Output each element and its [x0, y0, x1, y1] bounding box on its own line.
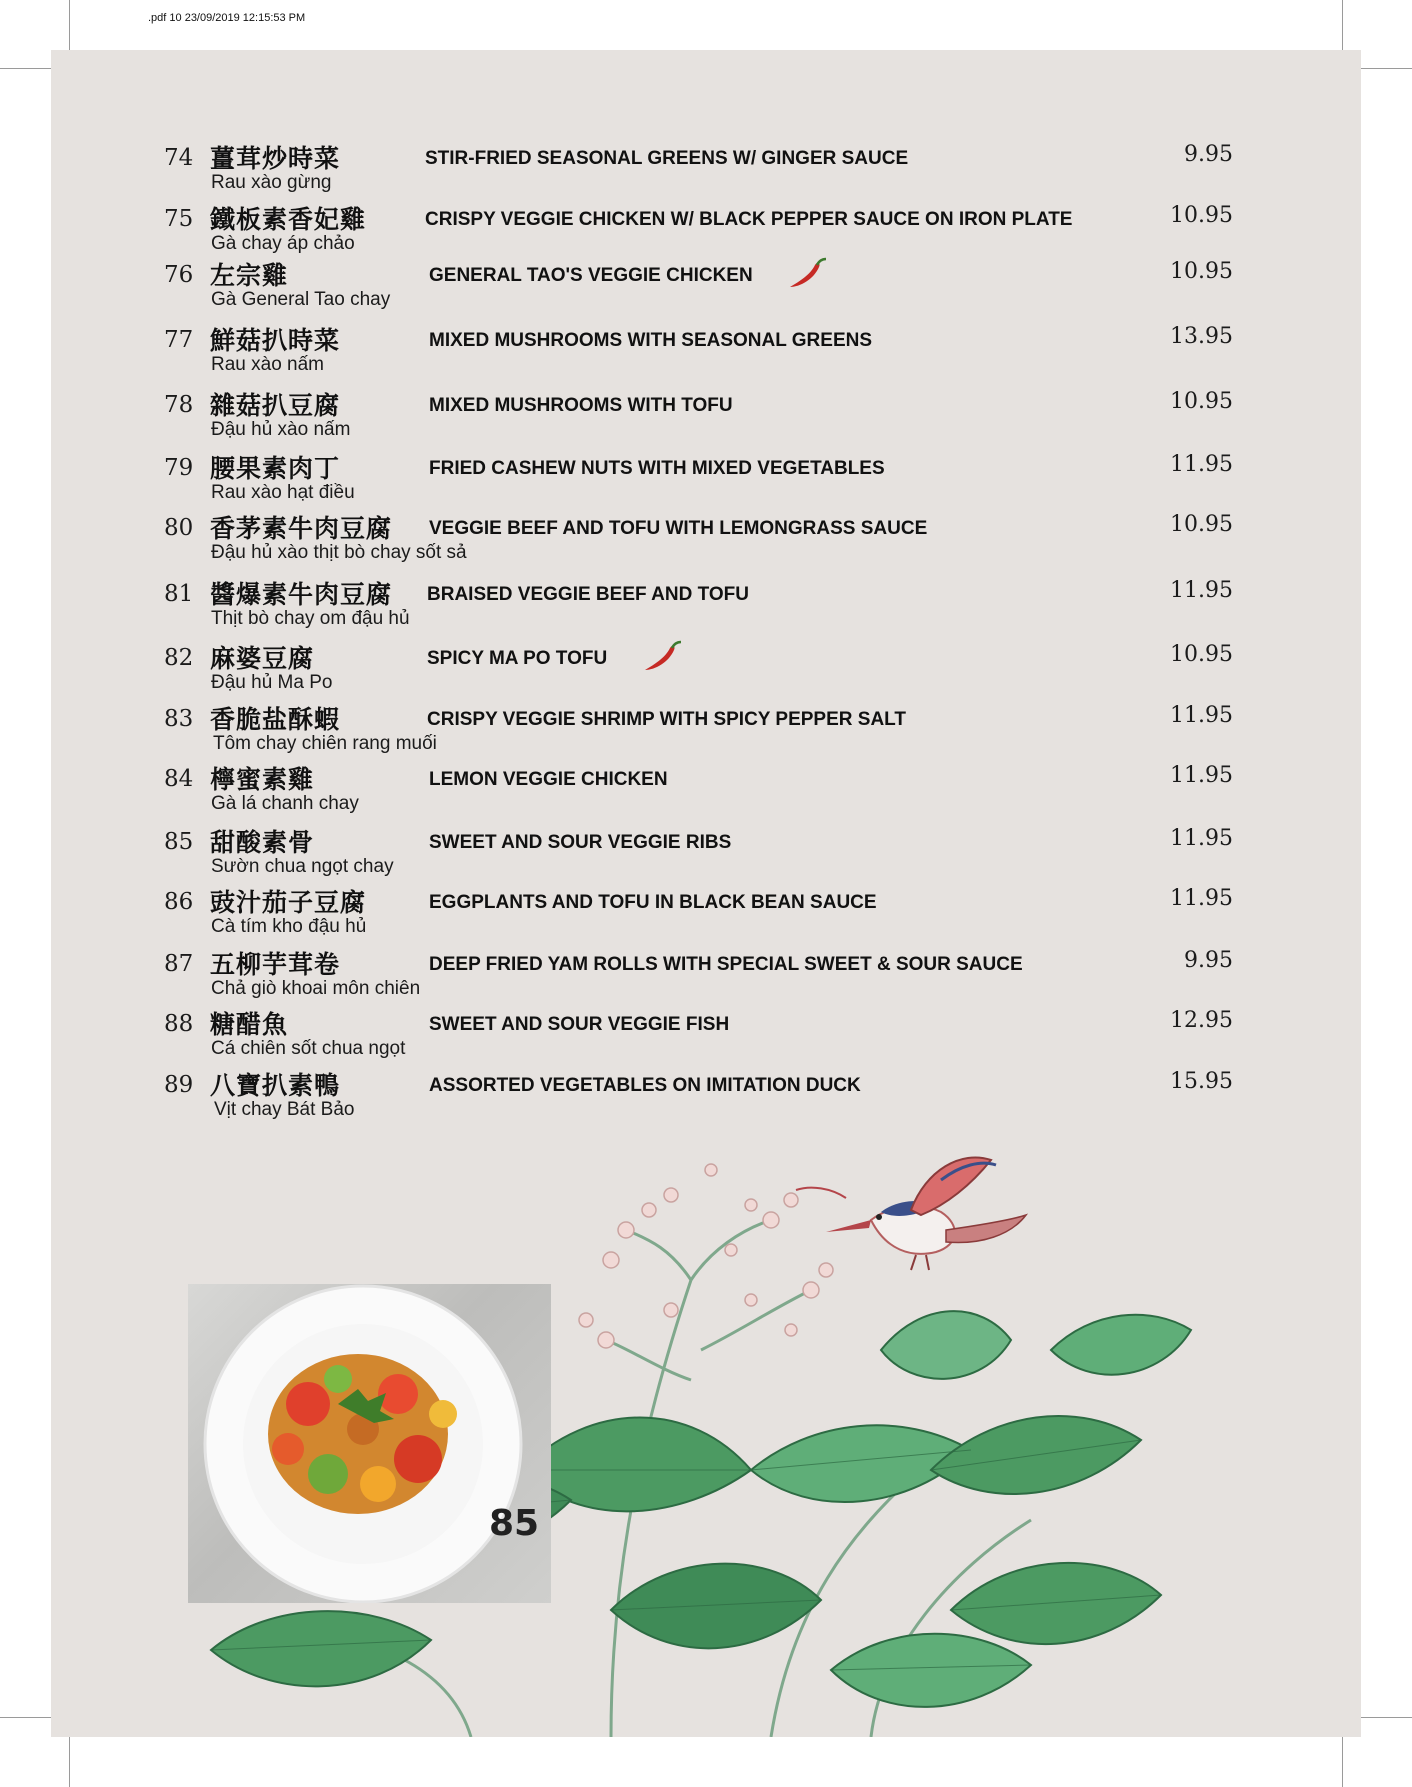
- item-name-english: SPICY MA PO TOFU: [427, 648, 608, 669]
- item-name-vietnamese: Cà tím kho đậu hủ: [211, 916, 367, 937]
- item-name-vietnamese: Gà chay áp chảo: [211, 233, 355, 254]
- item-price: 12.95: [1170, 1008, 1233, 1033]
- item-name-chinese: 鐵板素香妃雞: [210, 205, 367, 234]
- crop-mark: [1342, 0, 1343, 52]
- item-price: 10.95: [1170, 203, 1233, 228]
- item-price: 13.95: [1170, 324, 1233, 349]
- item-price: 10.95: [1170, 259, 1233, 284]
- item-name-vietnamese: Chả giò khoai môn chiên: [211, 978, 421, 999]
- item-name-vietnamese: Thịt bò chay om đậu hủ: [211, 608, 410, 629]
- item-name-vietnamese: Tôm chay chiên rang muối: [213, 733, 437, 754]
- item-number: 77: [164, 327, 194, 353]
- item-name-english: GENERAL TAO'S VEGGIE CHICKEN: [429, 265, 753, 286]
- menu-item: [51, 883, 1361, 953]
- item-number: 82: [164, 645, 194, 671]
- menu-item: [51, 139, 1361, 209]
- item-name-english: CRISPY VEGGIE CHICKEN W/ BLACK PEPPER SAUCE ON IRON PLATE: [425, 209, 1073, 230]
- item-price: 10.95: [1170, 642, 1233, 667]
- item-name-vietnamese: Gà lá chanh chay: [211, 793, 359, 814]
- item-name-vietnamese: Sườn chua ngọt chay: [211, 856, 394, 877]
- item-price: 11.95: [1170, 826, 1233, 851]
- item-name-vietnamese: Cá chiên sốt chua ngọt: [211, 1038, 406, 1059]
- item-number: 85: [164, 829, 194, 855]
- item-price: 15.95: [1170, 1069, 1233, 1094]
- crop-mark: [0, 68, 52, 69]
- item-name-english: FRIED CASHEW NUTS WITH MIXED VEGETABLES: [429, 458, 885, 479]
- dish-photo: [188, 1284, 551, 1603]
- item-name-english: STIR-FRIED SEASONAL GREENS W/ GINGER SAUCE: [425, 148, 909, 169]
- item-price: 11.95: [1170, 886, 1233, 911]
- item-price: 9.95: [1184, 142, 1233, 167]
- print-header: .pdf 10 23/09/2019 12:15:53 PM: [148, 12, 306, 24]
- crop-mark: [1360, 1717, 1412, 1718]
- item-price: 11.95: [1170, 452, 1233, 477]
- item-name-chinese: 甜酸素骨: [210, 828, 315, 857]
- item-name-vietnamese: Đậu hủ xào nấm: [211, 419, 351, 440]
- item-name-chinese: 香茅素牛肉豆腐: [210, 514, 393, 543]
- item-name-chinese: 糖醋魚: [210, 1010, 289, 1039]
- item-number: 80: [164, 515, 194, 541]
- item-name-chinese: 醬爆素牛肉豆腐: [210, 580, 393, 609]
- item-number: 76: [164, 262, 194, 288]
- item-number: 81: [164, 581, 194, 607]
- dish-image: [188, 1284, 551, 1603]
- item-number: 88: [164, 1011, 194, 1037]
- item-name-vietnamese: Đậu hủ Ma Po: [211, 672, 333, 693]
- item-price: 10.95: [1170, 389, 1233, 414]
- item-name-english: LEMON VEGGIE CHICKEN: [429, 769, 668, 790]
- item-name-english: ASSORTED VEGETABLES ON IMITATION DUCK: [429, 1075, 861, 1096]
- item-name-chinese: 檸蜜素雞: [210, 765, 315, 794]
- item-number: 78: [164, 392, 194, 418]
- item-name-chinese: 雜菇扒豆腐: [210, 391, 341, 420]
- item-price: 9.95: [1184, 948, 1233, 973]
- crop-mark: [69, 1735, 70, 1787]
- item-name-chinese: 八寶扒素鴨: [210, 1071, 341, 1100]
- item-name-vietnamese: Rau xào nấm: [211, 354, 325, 375]
- item-name-english: SWEET AND SOUR VEGGIE FISH: [429, 1014, 730, 1035]
- item-name-english: MIXED MUSHROOMS WITH SEASONAL GREENS: [429, 330, 873, 351]
- menu-item: [51, 639, 1361, 709]
- item-number: 84: [164, 766, 194, 792]
- item-name-chinese: 豉汁茄子豆腐: [210, 888, 367, 917]
- item-name-english: CRISPY VEGGIE SHRIMP WITH SPICY PEPPER SALT: [427, 709, 906, 730]
- item-name-chinese: 麻婆豆腐: [210, 644, 315, 673]
- item-number: 87: [164, 951, 194, 977]
- menu-item: [51, 386, 1361, 456]
- menu-item: [51, 509, 1361, 579]
- item-name-english: SWEET AND SOUR VEGGIE RIBS: [429, 832, 732, 853]
- item-name-vietnamese: Vịt chay Bát Bảo: [214, 1099, 355, 1120]
- crop-mark: [0, 1717, 52, 1718]
- item-name-chinese: 薑茸炒時菜: [210, 144, 341, 173]
- item-name-english: MIXED MUSHROOMS WITH TOFU: [429, 395, 733, 416]
- item-price: 11.95: [1170, 578, 1233, 603]
- item-name-vietnamese: Rau xào gừng: [211, 172, 332, 193]
- item-name-english: DEEP FRIED YAM ROLLS WITH SPECIAL SWEET & SOUR SAUCE: [429, 954, 1023, 975]
- item-number: 89: [164, 1072, 194, 1098]
- item-name-vietnamese: Rau xào hạt điều: [211, 482, 355, 503]
- item-number: 86: [164, 889, 194, 915]
- menu-item: [51, 575, 1361, 645]
- item-price: 11.95: [1170, 703, 1233, 728]
- item-price: 10.95: [1170, 512, 1233, 537]
- item-name-english: EGGPLANTS AND TOFU IN BLACK BEAN SAUCE: [429, 892, 877, 913]
- menu-item: [51, 256, 1361, 326]
- crop-mark: [69, 0, 70, 52]
- item-name-chinese: 腰果素肉丁: [210, 454, 341, 483]
- item-name-chinese: 左宗雞: [210, 261, 289, 290]
- menu-item: [51, 1005, 1361, 1075]
- menu-item: [51, 1066, 1361, 1136]
- item-name-chinese: 鮮菇扒時菜: [210, 326, 341, 355]
- item-name-vietnamese: Gà General Tao chay: [211, 289, 391, 310]
- item-name-vietnamese: Đậu hủ xào thịt bò chay sốt sả: [211, 542, 467, 563]
- item-number: 75: [164, 206, 194, 232]
- item-price: 11.95: [1170, 763, 1233, 788]
- menu-item: [51, 321, 1361, 391]
- item-number: 83: [164, 706, 194, 732]
- crop-mark: [1342, 1735, 1343, 1787]
- page-number: 85: [489, 1503, 540, 1544]
- menu-item: [51, 760, 1361, 830]
- item-name-chinese: 五柳芋茸卷: [210, 950, 341, 979]
- crop-mark: [1360, 68, 1412, 69]
- item-number: 79: [164, 455, 194, 481]
- menu-page: [51, 50, 1361, 1737]
- item-name-english: VEGGIE BEEF AND TOFU WITH LEMONGRASS SAUCE: [429, 518, 928, 539]
- item-name-english: BRAISED VEGGIE BEEF AND TOFU: [427, 584, 749, 605]
- item-number: 74: [164, 145, 194, 171]
- chili-pepper-icon: [641, 640, 683, 674]
- item-name-chinese: 香脆盐酥蝦: [210, 705, 341, 734]
- chili-pepper-icon: [786, 257, 828, 291]
